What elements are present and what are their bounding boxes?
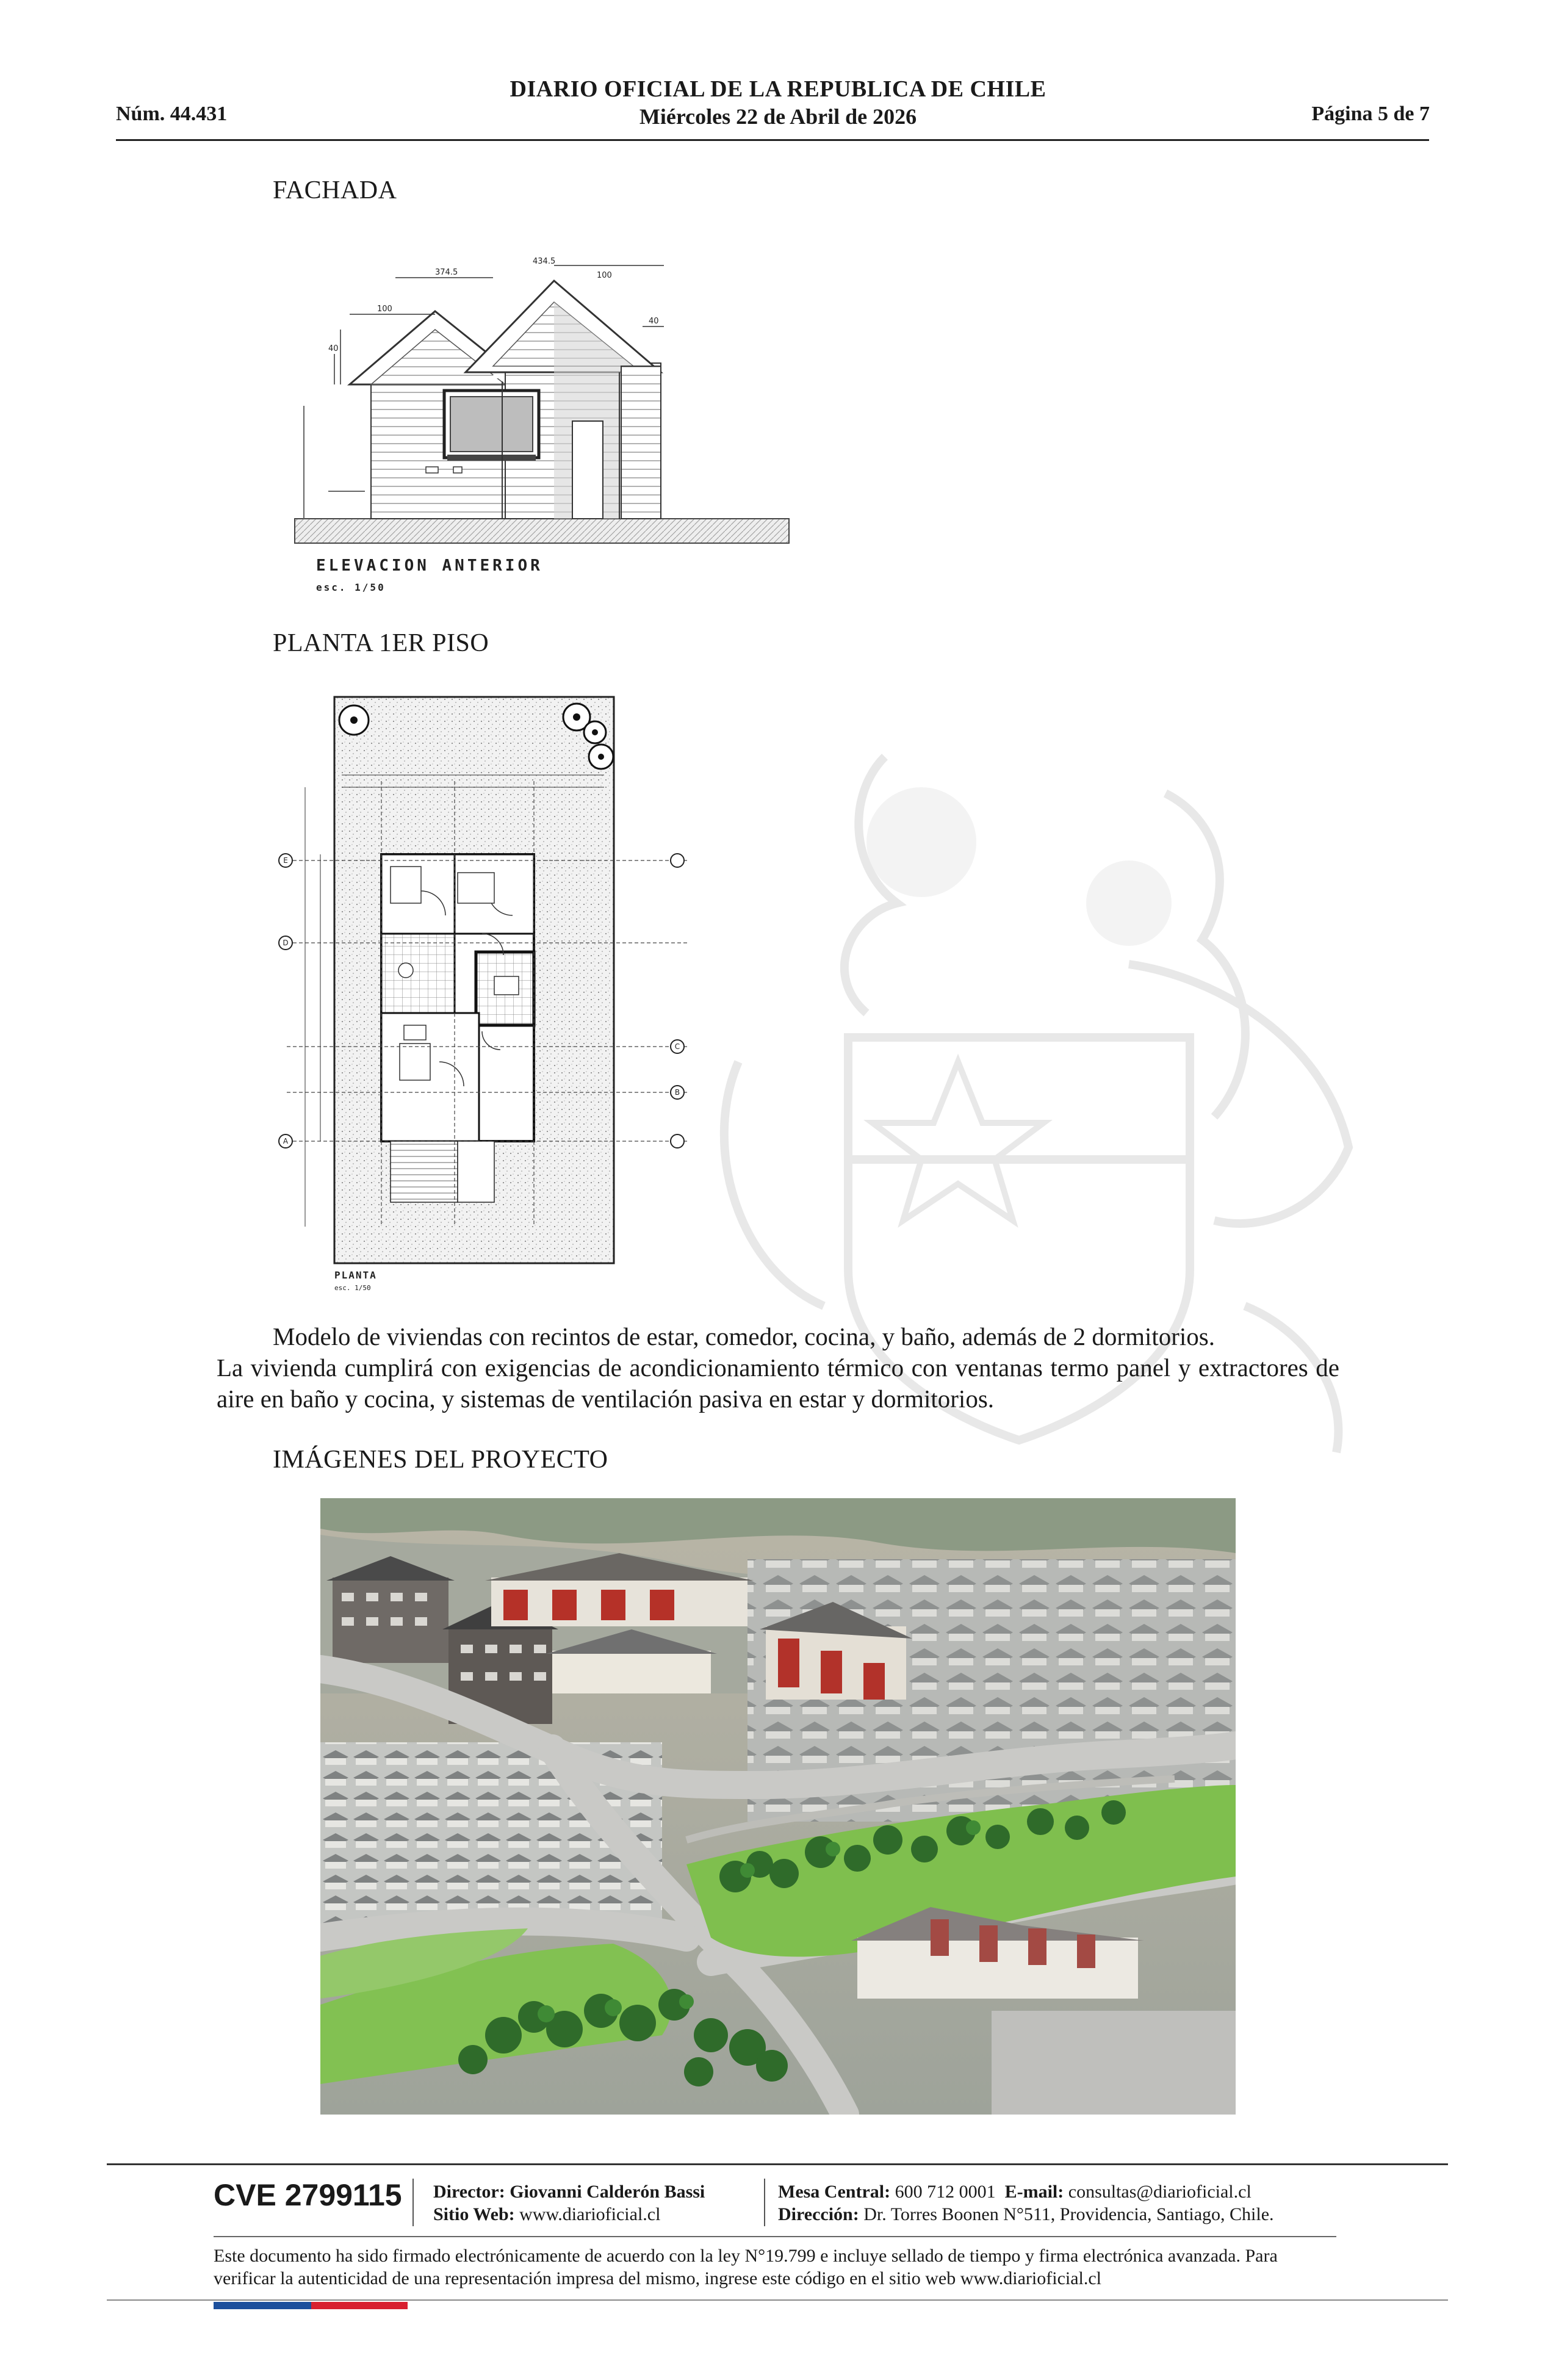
plan-axis-d: D bbox=[283, 939, 289, 947]
email-link[interactable]: consultas@diarioficial.cl bbox=[1068, 2182, 1252, 2202]
paragraph-rest: La vivienda cumplirá con exigencias de acondicionamiento térmico con ventanas termo panel y extractores de aire en baño y cocina, y sistemas de ventilación pasiva en estar y dormitorios. bbox=[217, 1354, 1339, 1413]
mesa-label: Mesa Central: bbox=[778, 2182, 891, 2202]
plan-axis-a: A bbox=[283, 1137, 289, 1145]
footer-top-rule bbox=[107, 2163, 1448, 2165]
facade-dim-2: 100 bbox=[377, 305, 392, 314]
issue-number: Núm. 44.431 bbox=[116, 103, 228, 125]
description-paragraph bbox=[217, 1321, 1339, 1415]
facade-dim-3: 100 bbox=[597, 271, 612, 280]
facade-dim-6: 374.5 bbox=[435, 268, 458, 277]
paragraph-line-1: Modelo de viviendas con recintos de estar, comedor, cocina, y baño, además de 2 dormitorios. bbox=[273, 1322, 1216, 1350]
web-label: Sitio Web: bbox=[433, 2204, 515, 2224]
director-name: Giovanni Calderón Bassi bbox=[510, 2182, 705, 2202]
plan-drawing-title: PLANTA bbox=[334, 1269, 377, 1281]
facade-elevation-drawing bbox=[292, 256, 792, 598]
direccion-label: Dirección: bbox=[778, 2204, 859, 2224]
cve-code: CVE 2799115 bbox=[214, 2178, 402, 2212]
floor-plan-drawing bbox=[275, 690, 702, 1294]
newspaper-title: DIARIO OFICIAL DE LA REPUBLICA DE CHILE bbox=[510, 76, 1046, 102]
footer-signature-note: Este documento ha sido firmado electrónicamente de acuerdo con la ley N°19.799 e incluye sellado de tiempo y firma electrónica avanzada. Para verificar la autenticidad de una representación impresa del mismo, ingrese este código en el sitio web www.diarioficial.cl bbox=[214, 2246, 1278, 2288]
section-heading-imagenes: IMÁGENES DEL PROYECTO bbox=[273, 1446, 608, 1474]
facade-drawing-title: ELEVACION ANTERIOR bbox=[316, 557, 543, 575]
issue-date: Miércoles 22 de Abril de 2026 bbox=[639, 104, 917, 129]
web-link[interactable]: www.diarioficial.cl bbox=[519, 2204, 661, 2224]
flag-bar-blue bbox=[214, 2302, 311, 2309]
mesa-phone: 600 712 0001 bbox=[895, 2182, 996, 2202]
page-indicator: Página 5 de 7 bbox=[1311, 103, 1430, 125]
plan-axis-b: B bbox=[674, 1088, 680, 1097]
facade-dim-5: 40 bbox=[328, 344, 339, 353]
footer-director-block bbox=[433, 2180, 705, 2226]
flag-bar-red bbox=[311, 2302, 408, 2309]
plan-axis-c: C bbox=[674, 1042, 680, 1051]
footer-separator bbox=[412, 2179, 414, 2226]
facade-drawing-scale: esc. 1/50 bbox=[316, 582, 386, 593]
section-heading-planta: PLANTA 1ER PISO bbox=[273, 629, 489, 657]
project-aerial-render bbox=[320, 1498, 1236, 2115]
director-label: Director: bbox=[433, 2182, 505, 2202]
plan-drawing-scale: esc. 1/50 bbox=[334, 1284, 371, 1292]
email-label: E-mail: bbox=[1004, 2182, 1064, 2202]
facade-dim-1: 434.5 bbox=[533, 257, 556, 266]
plan-axis-e: E bbox=[283, 856, 288, 865]
footer-bottom-rule bbox=[107, 2299, 1448, 2301]
header-divider bbox=[116, 139, 1429, 141]
footer-contact-block bbox=[778, 2180, 1274, 2226]
footer-mid-rule bbox=[214, 2236, 1336, 2237]
section-heading-fachada: FACHADA bbox=[273, 176, 397, 204]
facade-dim-4: 40 bbox=[649, 317, 659, 326]
footer-separator bbox=[764, 2179, 765, 2226]
direccion-text: Dr. Torres Boonen N°511, Providencia, Santiago, Chile. bbox=[863, 2204, 1274, 2224]
